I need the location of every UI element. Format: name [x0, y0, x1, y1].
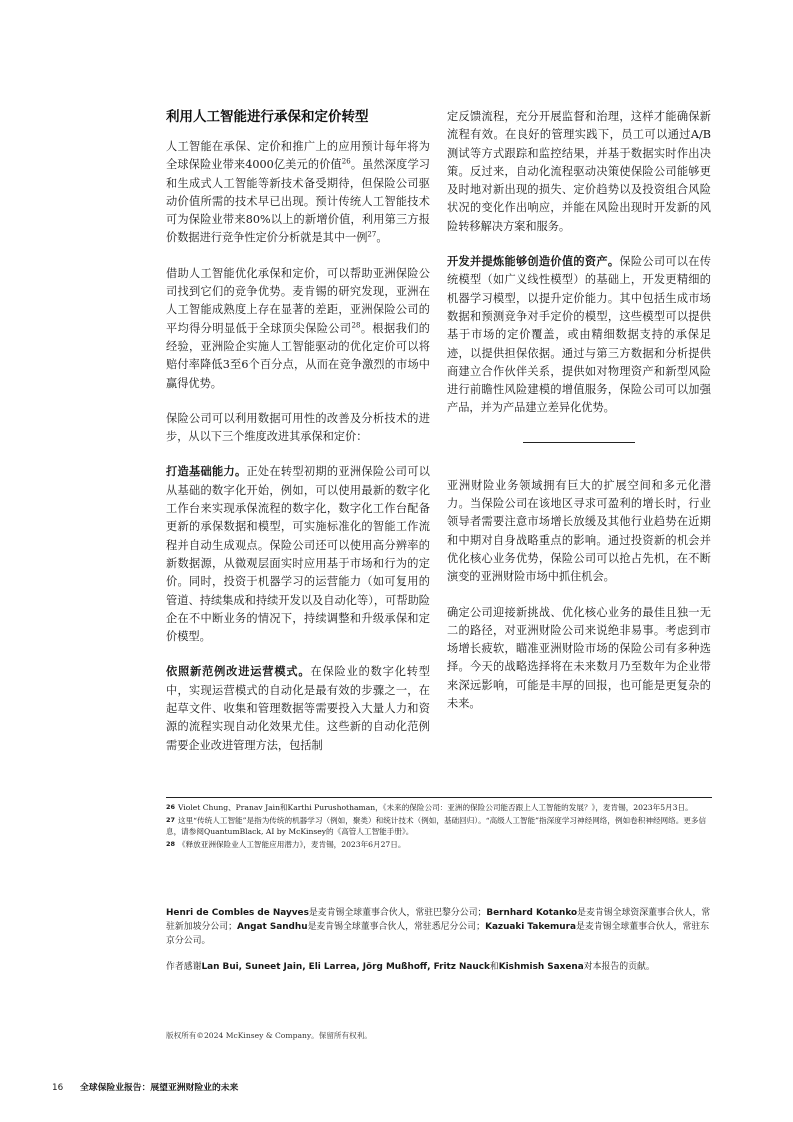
copyright-notice: 版权所有©2024 McKinsey & Company。保留所有权利。: [166, 1031, 372, 1040]
contributor-names: Lan Bui, Suneet Jain, Eli Larrea, Jörg Mußhoff, Fritz Nauck: [201, 962, 490, 972]
section-heading: 利用人工智能进行承保和定价转型: [166, 109, 369, 125]
author-name: Kazuaki Takemura: [485, 922, 576, 932]
footnote-26: 26 Violet Chung、Pranav Jain和Karthi Purushothaman，《未来的保险公司：亚洲的保险公司能否跟上人工智能的发展？》，麦肯锡，2023年5月3日。: [166, 803, 693, 812]
footnote-ref-27[interactable]: 27: [367, 230, 377, 239]
footnotes: [166, 797, 712, 851]
lead-in-bold: 开发并提炼能够创造价值的资产。: [447, 255, 620, 269]
acknowledgements: 作者感谢Lan Bui, Suneet Jain, Eli Larrea, Jörg Mußhoff, Fritz Nauck和Kishmish Saxena对本报告的贡献。: [166, 962, 655, 972]
footnote-number: 26: [166, 803, 176, 811]
left-column: [166, 108, 430, 772]
footnote-ref-26[interactable]: 26: [341, 157, 351, 166]
page-footer: [52, 1082, 238, 1094]
paragraph-conclusion: 确定公司迎接新挑战、优化核心业务的最佳且独一无二的路径，对亚洲财险公司来说绝非易事。考虑到市场增长疲软，瞄准亚洲财险市场的保险公司有多种选择。今天的战略选择将在未来数月乃至数年为企业带来深远影响，可能是丰厚的回报，也可能是更复杂的未来。: [447, 605, 711, 711]
lead-in-bold: 依照新范例改进运营模式。: [166, 665, 311, 679]
page-number: 16: [52, 1083, 64, 1093]
footnote-27: 27 这里“传统人工智能”是指为传统的机器学习（例如，聚类）和统计技术（例如，基础回归）。“高级人工智能”指深度学习神经网络，例如卷积神经网络。更多信息，请参阅QuantumBlack, AI by McKinsey的《高管人工智能手册》。: [166, 815, 707, 836]
paragraph-growth-potential: 亚洲财险业务领域拥有巨大的扩展空间和多元化潜力。当保险公司在该地区寻求可盈利的增长时，行业领导者需要注意市场增长放缓及其他行业趋势在近期和中期对自身战略重点的影响。通过投资新的机会并优化核心业务优势，保险公司可以抢占先机，在不断演变的亚洲财险市场中抓住机会。: [447, 478, 711, 584]
paragraph-value-assets: 开发并提炼能够创造价值的资产。保险公司可以在传统模型（如广义线性模型）的基础上，开发更精细的机器学习模型，以提升定价能力。其中包括生成市场数据和预测竞争对手定价的模型，这些模型可以提供基于市场的定价覆盖，或由精细数据支持的承保足迹，以提供担保依据。通过与第三方数据和分析提供商建立合作伙伴关系，提供如对物理资产和新型风险进行前瞻性风险建模的增值服务，保险公司可以加强产品，并为产品建立差异化优势。: [447, 255, 711, 415]
contributor-name: Kishmish Saxena: [498, 962, 584, 972]
author-name: Angat Sandhu: [237, 922, 308, 932]
section-divider: [523, 442, 635, 443]
lead-in-bold: 打造基础能力。: [166, 465, 247, 479]
right-column: [447, 108, 711, 730]
footnote-number: 27: [166, 815, 176, 824]
paragraph-foundational-capabilities: 打造基础能力。正处在转型初期的亚洲保险公司可以从基础的数字化开始，例如，可以使用最新的数字化工作台来实现承保流程的数字化，数字化工作台配备更新的承保数据和模型，可实施标准化的智能工作流程并自动生成观点。保险公司还可以使用高分辨率的新数据源，从微观层面实时应用基于市场和行为的定价。同时，投资于机器学习的运营能力（如可复用的管道、持续集成和持续开发以及自动化等），可帮助险企在不中断业务的情况下，持续调整和升级承保和定价模型。: [166, 465, 430, 644]
paragraph-three-dimensions: 保险公司可以利用数据可用性的改善及分析技术的进步，从以下三个维度改进其承保和定价：: [166, 411, 430, 444]
report-title: 全球保险业报告：展望亚洲财险业的未来: [80, 1083, 239, 1093]
author-name: Bernhard Kotanko: [486, 908, 578, 918]
paragraph-feedback-process: 定反馈流程，充分开展监督和治理，这样才能确保新流程有效。在良好的管理实践下，员工可以通过A/B测试等方式跟踪和监控结果，并基于数据实时作出决策。反过来，自动化流程驱动决策使保险公司能够更及时地对新出现的损失、定价趋势以及投资组合风险状况的变化作出响应，并能在风险出现时开发新的风险转移解决方案和服务。: [447, 110, 711, 233]
author-info: [166, 906, 712, 986]
paragraph-competitive-advantage: 借助人工智能优化承保和定价，可以帮助亚洲保险公司找到它们的竞争优势。麦肯锡的研究发现，亚洲在人工智能成熟度上存在显著的差距，亚洲保险公司的平均得分明显低于全球顶尖保险公司$^{28}$。根据我们的经验，亚洲险企实施人工智能驱动的优化定价可以将赔付率降低3至6个百分点，从而在竞争激烈的市场中赢得优势。: [166, 266, 430, 390]
paragraph-ai-value: 人工智能在承保、定价和推广上的应用预计每年将为全球保险业带来4000亿美元的价值$^{26}$。虽然深度学习和生成式人工智能等新技术备受期待，但保险公司驱动价值所需的技术早已出现。预计传统人工智能技术可为保险业带来80%以上的新增价值，利用第三方报价数据进行竞争性定价分析就是其中一例$^{27}$。: [166, 140, 430, 245]
paragraph-operating-model: 依照新范例改进运营模式。在保险业的数字化转型中，实现运营模式的自动化是最有效的步骤之一，在起草文件、收集和管理数据等需要投入大量人力和资源的流程实现自动化效果尤佳。这些新的自动化范例需要企业改进管理方法，包括制: [166, 665, 430, 752]
author-bios: Henri de Combles de Nayves是麦肯锡全球董事合伙人，常驻巴黎分公司；Bernhard Kotanko是麦肯锡全球资深董事合伙人，常驻新加坡分公司；Angat Sandhu是麦肯锡全球董事合伙人，常驻悉尼分公司；Kazuaki Takemura是麦肯锡全球董事合伙人，常驻东京分公司。: [166, 908, 711, 946]
footnote-28: 28 《释放亚洲保险业人工智能应用潜力》，麦肯锡，2023年6月27日。: [166, 839, 406, 849]
footnote-number: 28: [166, 839, 176, 848]
author-name: Henri de Combles de Nayves: [166, 908, 309, 918]
footnote-ref-28[interactable]: 28: [351, 320, 361, 329]
